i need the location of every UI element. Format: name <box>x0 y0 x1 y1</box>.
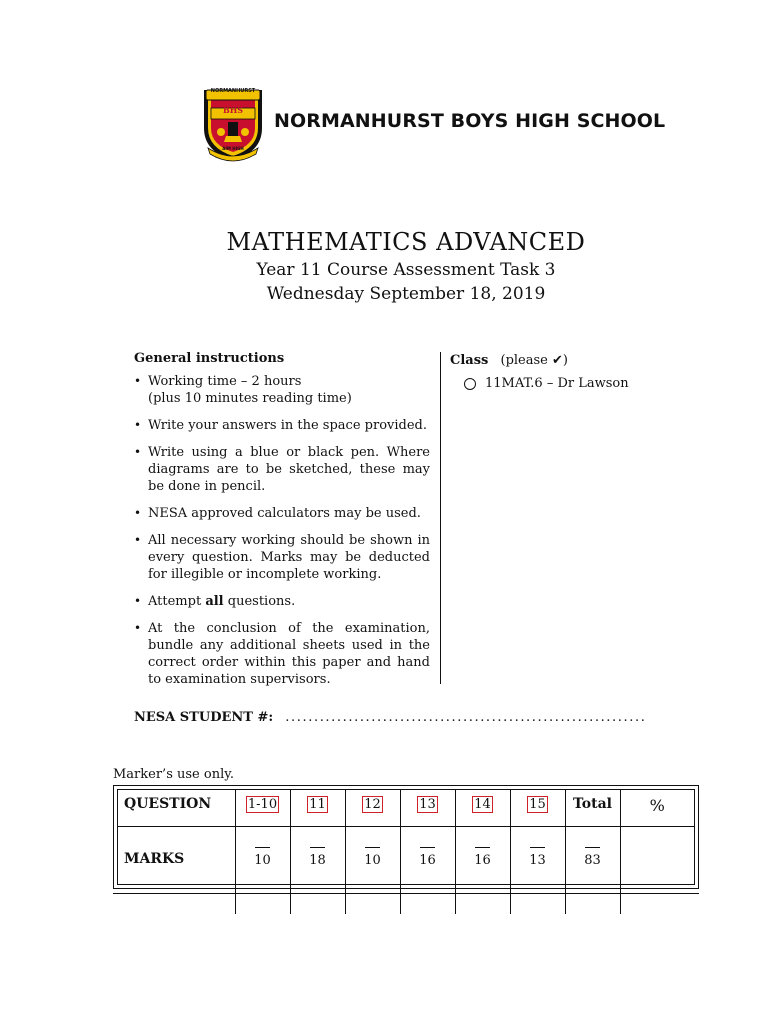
class-option[interactable] <box>464 375 629 392</box>
instruction-item: • Working time – 2 hours (plus 10 minutes reading time) <box>134 373 430 407</box>
instruction-item: • Write using a blue or black pen. Where diagrams are to be sketched, these may be done in pencil. <box>134 444 430 495</box>
class-option-label: 11MAT.6 – Dr Lawson <box>485 376 629 391</box>
max-mark: 10 <box>364 853 381 868</box>
mark-cell[interactable] <box>455 827 510 915</box>
exam-date: Wednesday September 18, 2019 <box>266 284 546 304</box>
instructions-list <box>134 373 430 688</box>
question-cell <box>290 790 345 827</box>
mark-cell[interactable] <box>290 827 345 915</box>
instruction-item: • Write your answers in the space provided. <box>134 417 430 434</box>
question-number: 15 <box>529 797 546 812</box>
question-number: 14 <box>474 797 491 812</box>
total-label: Total <box>572 796 612 812</box>
instructions-heading: General instructions <box>134 351 285 366</box>
student-number-line[interactable] <box>134 710 646 725</box>
instruction-item: • All necessary working should be shown in every question. Marks may be deducted for illegible or incomplete working. <box>134 532 430 583</box>
question-cell <box>345 790 400 827</box>
column-divider <box>440 352 441 684</box>
question-number: 11 <box>309 797 326 812</box>
marks-grid <box>118 790 694 914</box>
mark-cell[interactable] <box>235 827 290 915</box>
school-name: NORMANHURST BOYS HIGH SCHOOL <box>274 110 666 132</box>
class-heading <box>450 352 629 369</box>
crest-motto-bottom: AIM HIGH <box>222 146 244 151</box>
emphasis-all: all <box>205 594 224 609</box>
percent-cell[interactable] <box>620 827 694 915</box>
class-label: Class <box>450 353 489 368</box>
question-number: 12 <box>364 797 381 812</box>
question-cell <box>455 790 510 827</box>
student-number-label: NESA STUDENT #: <box>134 710 274 725</box>
marker-note: Marker’s use only. <box>113 767 234 782</box>
attempt-instruction: Attempt all questions. <box>148 594 296 609</box>
max-mark: 10 <box>254 853 271 868</box>
total-mark-cell[interactable] <box>565 827 620 915</box>
instruction-item <box>134 593 430 610</box>
instruction-item: • NESA approved calculators may be used. <box>134 505 430 522</box>
instruction-item: • At the conclusion of the examination, bundle any additional sheets used in the correct order within this paper and hand to examination supervisors. <box>134 620 430 688</box>
max-mark: 16 <box>474 853 491 868</box>
class-section <box>450 352 629 392</box>
question-row <box>118 790 694 827</box>
student-number-dots[interactable]: ............................................................... <box>285 710 647 725</box>
general-instructions <box>134 350 430 698</box>
exam-task: Year 11 Course Assessment Task 3 <box>256 260 556 280</box>
max-mark: 16 <box>419 853 436 868</box>
question-cell <box>510 790 565 827</box>
marks-row-label: MARKS <box>124 851 185 867</box>
max-mark: 18 <box>309 853 326 868</box>
mark-cell[interactable] <box>510 827 565 915</box>
total-max-mark: 83 <box>584 853 601 868</box>
class-note: (please ✔) <box>500 353 568 368</box>
question-number: 1-10 <box>247 797 278 812</box>
marker-table <box>117 789 695 885</box>
marks-row <box>118 827 694 915</box>
mark-cell[interactable] <box>345 827 400 915</box>
crest-initials: BHS <box>222 105 244 115</box>
class-radio[interactable] <box>464 378 476 390</box>
question-cell <box>235 790 290 827</box>
percent-label: % <box>649 796 665 815</box>
question-number: 13 <box>419 797 436 812</box>
max-mark: 13 <box>529 853 546 868</box>
crest-motto-top: NORMANHURST <box>210 88 256 94</box>
bottom-rule <box>113 893 699 894</box>
total-header-cell <box>565 790 620 827</box>
mark-cell[interactable] <box>400 827 455 915</box>
title-block <box>0 226 768 306</box>
question-cell <box>400 790 455 827</box>
question-row-label: QUESTION <box>118 790 235 827</box>
percent-header-cell <box>620 790 694 827</box>
exam-title: MATHEMATICS ADVANCED <box>226 228 586 256</box>
